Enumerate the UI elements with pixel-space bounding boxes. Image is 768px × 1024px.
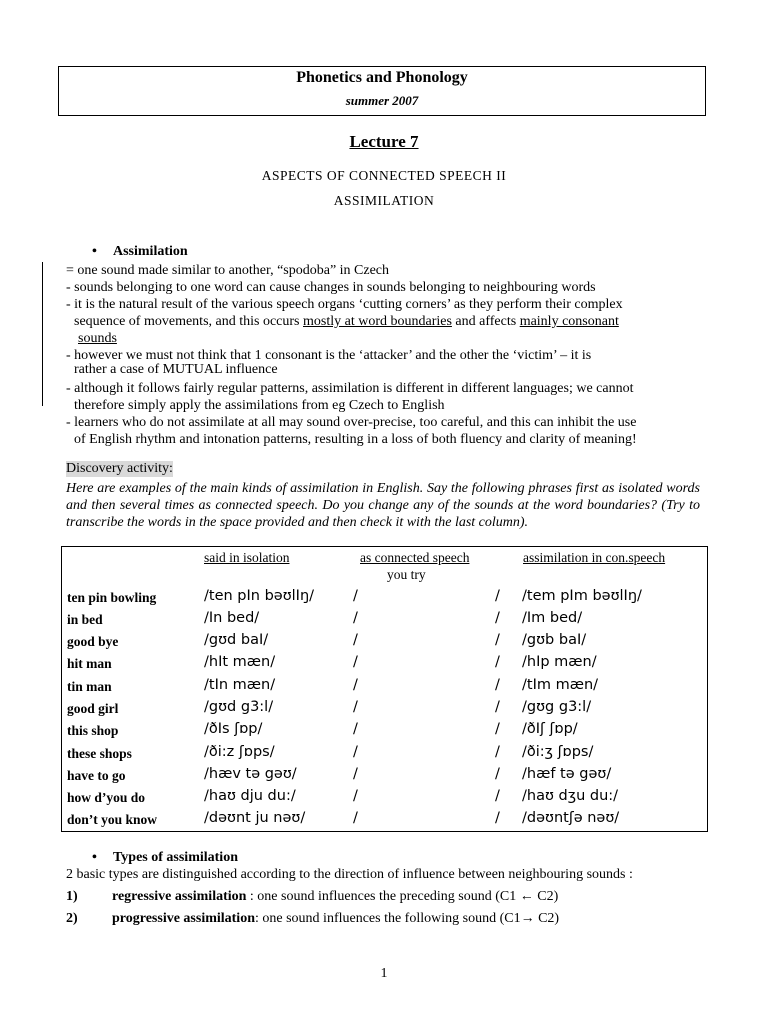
table-row bbox=[62, 654, 707, 676]
list-item bbox=[0, 911, 768, 929]
isolation-cell: /gʊd baI/ bbox=[204, 632, 269, 648]
column-header-isolation: said in isolation bbox=[204, 550, 290, 565]
section-heading-label: Types of assimilation bbox=[113, 850, 238, 865]
underlined-text: mainly consonant bbox=[519, 314, 619, 329]
item-text bbox=[112, 911, 559, 927]
blank-close-slash: / bbox=[495, 677, 500, 693]
term-label: summer 2007 bbox=[345, 93, 419, 108]
blank-open-slash: / bbox=[353, 654, 358, 670]
assimilated-cell: /hIp mæn/ bbox=[522, 654, 597, 670]
isolation-cell: /hIt mæn/ bbox=[204, 654, 276, 670]
blank-open-slash: / bbox=[353, 588, 358, 604]
margin-bar bbox=[42, 262, 43, 406]
item-description: : one sound influences the preceding sound (C1 ← C2) bbox=[246, 889, 559, 904]
text-line: rather a case of MUTUAL influence bbox=[74, 362, 278, 377]
underlined-text: sounds bbox=[78, 331, 117, 346]
section-assimilation-heading bbox=[0, 244, 768, 262]
phrase-cell: in bed bbox=[67, 612, 103, 627]
isolation-cell: /ðIs ʃɒp/ bbox=[204, 721, 263, 737]
item-description: : one sound influences the following sound (C1→ C2) bbox=[255, 911, 560, 926]
table-row bbox=[62, 788, 707, 810]
page-number: 1 bbox=[380, 966, 388, 981]
assimilated-cell: /gʊg g3:l/ bbox=[522, 699, 592, 715]
phrase-cell: have to go bbox=[67, 768, 126, 783]
assimilated-cell: /dəʊntʃə nəʊ/ bbox=[522, 810, 620, 826]
text-line: - it is the natural result of the various speech organs ‘cutting corners’ as they perform their complex bbox=[66, 297, 623, 312]
blank-close-slash: / bbox=[495, 788, 500, 804]
assimilated-cell: /haʊ dʒu du:/ bbox=[522, 788, 619, 804]
column-header-assimilation: assimilation in con.speech bbox=[523, 550, 666, 565]
isolation-cell: /hæv tə gəʊ/ bbox=[204, 766, 297, 782]
blank-open-slash: / bbox=[353, 677, 358, 693]
text-line: of English rhythm and intonation patterns, resulting in a loss of both fluency and clarity of meaning! bbox=[74, 432, 637, 447]
item-text bbox=[112, 889, 558, 905]
phrase-cell: good girl bbox=[67, 701, 119, 716]
isolation-cell: /gʊd g3:l/ bbox=[204, 699, 274, 715]
phrase-cell: this shop bbox=[67, 723, 119, 738]
types-intro: 2 basic types are distinguished according to the direction of influence between neighbouring sounds : bbox=[66, 867, 633, 882]
item-term: progressive assimilation bbox=[112, 911, 255, 926]
blank-open-slash: / bbox=[353, 699, 358, 715]
assimilated-cell: /hæf tə gəʊ/ bbox=[522, 766, 612, 782]
column-subheader-you-try: you try bbox=[387, 567, 426, 582]
text-line: - sounds belonging to one word can cause changes in sounds belonging to neighbouring words bbox=[66, 280, 596, 295]
blank-close-slash: / bbox=[495, 610, 500, 626]
phrase-cell: tin man bbox=[67, 679, 112, 694]
isolation-cell: /In bed/ bbox=[204, 610, 260, 626]
discovery-label: Discovery activity: bbox=[66, 461, 173, 476]
lecture-title: Lecture 7 bbox=[349, 132, 419, 151]
table-row bbox=[62, 588, 707, 610]
text-span: and affects bbox=[451, 314, 520, 329]
phrase-cell: don’t you know bbox=[67, 812, 158, 827]
assimilated-cell: /tIm mæn/ bbox=[522, 677, 599, 693]
table-row bbox=[62, 721, 707, 743]
blank-open-slash: / bbox=[353, 610, 358, 626]
table-row bbox=[62, 699, 707, 721]
isolation-cell: /ten pIn bəʊlIŋ/ bbox=[204, 588, 315, 604]
isolation-cell: /tIn mæn/ bbox=[204, 677, 276, 693]
text-line bbox=[74, 330, 117, 347]
assimilated-cell: /ði:ʒ ʃɒps/ bbox=[522, 744, 594, 760]
isolation-cell: /dəʊnt ju nəʊ/ bbox=[204, 810, 306, 826]
discovery-instructions: Here are examples of the main kinds of assimilation in English. Say the following phrases first as isolated words and then several times as connected speech. Do you change any of the sounds at the word boundaries? (Try to transcribe the words in the space provided and then check it with the last column). bbox=[66, 481, 700, 530]
assimilated-cell: /Im bed/ bbox=[522, 610, 583, 626]
item-term: regressive assimilation bbox=[112, 889, 247, 904]
table-row bbox=[62, 744, 707, 766]
text-line: - however we must not think that 1 consonant is the ‘attacker’ and the other the ‘victim’ – it is bbox=[66, 348, 592, 363]
blank-close-slash: / bbox=[495, 588, 500, 604]
blank-close-slash: / bbox=[495, 632, 500, 648]
table-row bbox=[62, 610, 707, 632]
isolation-cell: /haʊ dju du:/ bbox=[204, 788, 296, 804]
section-heading-label: Assimilation bbox=[113, 244, 188, 259]
blank-close-slash: / bbox=[495, 766, 500, 782]
text-line: therefore simply apply the assimilations from eg Czech to English bbox=[74, 398, 445, 413]
phrase-cell: ten pin bowling bbox=[67, 590, 157, 605]
phrase-cell: good bye bbox=[67, 634, 119, 649]
blank-open-slash: / bbox=[353, 744, 358, 760]
title-box bbox=[58, 66, 706, 116]
blank-close-slash: / bbox=[495, 699, 500, 715]
blank-open-slash: / bbox=[353, 721, 358, 737]
subtitle-aspects: ASPECTS OF CONNECTED SPEECH II bbox=[261, 168, 507, 183]
blank-close-slash: / bbox=[495, 721, 500, 737]
isolation-cell: /ði:z ʃɒps/ bbox=[204, 744, 275, 760]
item-number: 1) bbox=[66, 889, 78, 904]
item-number: 2) bbox=[66, 911, 78, 926]
subtitle-assimilation: ASSIMILATION bbox=[333, 193, 435, 208]
table-row bbox=[62, 632, 707, 654]
text-line: = one sound made similar to another, “spodoba” in Czech bbox=[66, 263, 390, 278]
assimilation-table bbox=[61, 546, 708, 832]
column-header-connected: as connected speech bbox=[360, 550, 470, 565]
assimilated-cell: /ðIʃ ʃɒp/ bbox=[522, 721, 578, 737]
phrase-cell: these shops bbox=[67, 746, 132, 761]
text-line bbox=[74, 313, 619, 330]
assimilated-cell: /gʊb baI/ bbox=[522, 632, 587, 648]
table-row bbox=[62, 677, 707, 699]
blank-close-slash: / bbox=[495, 654, 500, 670]
assimilated-cell: /tem pIm bəʊlIŋ/ bbox=[522, 588, 642, 604]
course-title: Phonetics and Phonology bbox=[296, 69, 468, 86]
text-line: - although it follows fairly regular patterns, assimilation is different in different languages; we cannot bbox=[66, 381, 634, 396]
table-row bbox=[62, 766, 707, 788]
phrase-cell: how d’you do bbox=[67, 790, 146, 805]
bullet-icon: • bbox=[92, 850, 97, 865]
blank-close-slash: / bbox=[495, 810, 500, 826]
text-line: - learners who do not assimilate at all may sound over-precise, too careful, and this can inhibit the use bbox=[66, 415, 637, 430]
blank-open-slash: / bbox=[353, 810, 358, 826]
table-row bbox=[62, 810, 707, 832]
blank-open-slash: / bbox=[353, 766, 358, 782]
underlined-text: mostly at word boundaries bbox=[303, 314, 452, 329]
phrase-cell: hit man bbox=[67, 656, 112, 671]
blank-open-slash: / bbox=[353, 632, 358, 648]
blank-open-slash: / bbox=[353, 788, 358, 804]
list-item bbox=[0, 889, 768, 907]
bullet-icon: • bbox=[92, 244, 97, 259]
text-span: sequence of movements, and this occurs bbox=[74, 314, 303, 329]
blank-close-slash: / bbox=[495, 744, 500, 760]
